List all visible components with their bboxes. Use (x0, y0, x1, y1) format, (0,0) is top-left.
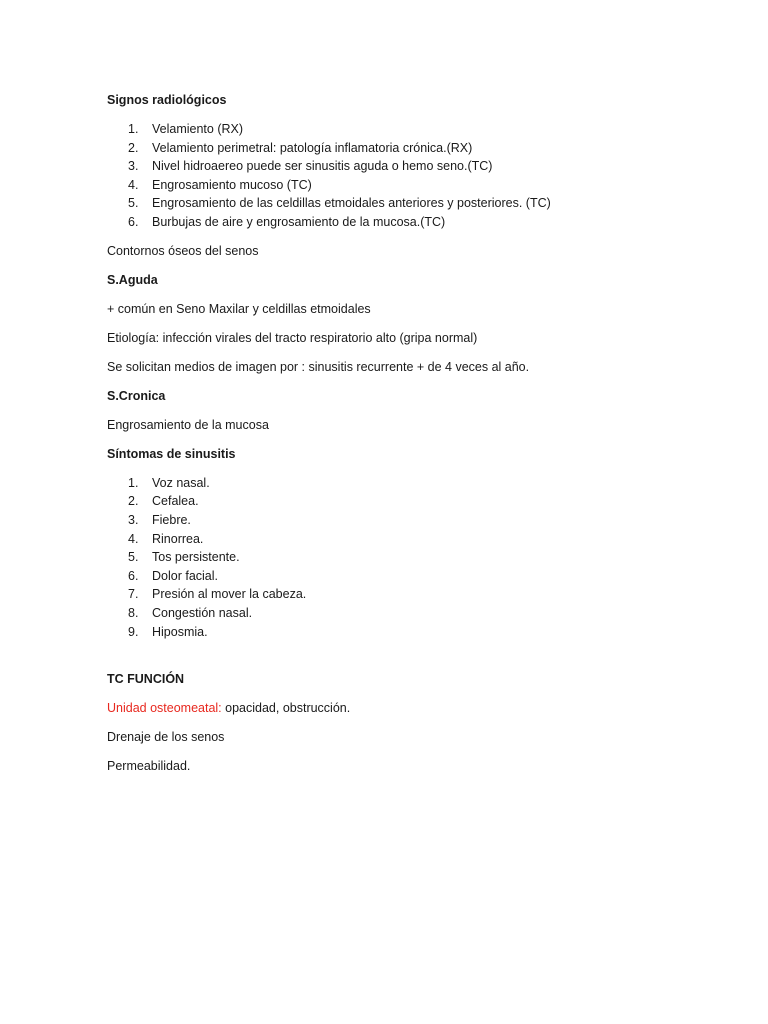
heading-sintomas: Síntomas de sinusitis (107, 446, 236, 461)
list-item-text: Dolor facial. (152, 568, 218, 583)
paragraph-drenaje: Drenaje de los senos (107, 730, 225, 745)
list-number: 1. (128, 121, 139, 136)
list-item-text: Cefalea. (152, 494, 199, 509)
list-number: 2. (128, 494, 139, 509)
list-item (107, 157, 707, 176)
list-number: 5. (128, 196, 139, 211)
list-item-text: Presión al mover la cabeza. (152, 587, 307, 602)
list-number: 1. (128, 475, 139, 490)
list-number: 7. (128, 587, 139, 602)
signos-list (107, 120, 707, 232)
list-item (107, 176, 707, 195)
list-item-text: Tos persistente. (152, 550, 240, 565)
list-item-text: Hiposmia. (152, 624, 208, 639)
list-number: 5. (128, 550, 139, 565)
list-item-text: Engrosamiento de las celdillas etmoidales anteriores y posteriores. (TC) (152, 196, 551, 211)
list-item (107, 120, 707, 139)
paragraph-contornos: Contornos óseos del senos (107, 243, 259, 258)
list-item-text: Rinorrea. (152, 531, 204, 546)
paragraph-aguda-comun: + común en Seno Maxilar y celdillas etmoidales (107, 301, 371, 316)
list-item (107, 511, 707, 530)
list-item-text: Velamiento (RX) (152, 121, 244, 136)
list-number: 4. (128, 531, 139, 546)
paragraph-aguda-imagen: Se solicitan medios de imagen por : sinusitis recurrente + de 4 veces al año. (107, 359, 530, 374)
list-number: 3. (128, 513, 139, 527)
list-item (107, 139, 707, 158)
sintomas-list (107, 474, 707, 641)
list-number: 4. (128, 177, 139, 192)
paragraph-unidad-osteomeatal (107, 699, 707, 718)
heading-s-aguda: S.Aguda (107, 272, 158, 287)
list-number: 6. (128, 568, 139, 583)
list-item (107, 567, 707, 586)
highlight-label: Unidad osteomeatal: (107, 701, 222, 716)
list-number: 8. (128, 605, 139, 620)
list-item-text: Fiebre. (152, 513, 191, 527)
list-item (107, 194, 707, 213)
heading-s-cronica: S.Cronica (107, 388, 166, 403)
paragraph-permeabilidad: Permeabilidad. (107, 759, 191, 774)
heading-tc-funcion: TC FUNCIÓN (107, 672, 185, 687)
list-item (107, 213, 707, 232)
list-number: 9. (128, 624, 139, 639)
list-item-text: Voz nasal. (152, 475, 210, 490)
heading-signos-radiologicos: Signos radiológicos (107, 93, 227, 107)
paragraph-text: opacidad, obstrucción. (221, 701, 351, 716)
list-item (107, 548, 707, 567)
list-item-text: Nivel hidroaereo puede ser sinusitis aguda o hemo seno.(TC) (152, 159, 493, 174)
list-number: 3. (128, 159, 139, 174)
list-item (107, 474, 707, 493)
document-page (107, 91, 707, 776)
paragraph-aguda-etiologia: Etiología: infección virales del tracto respiratorio alto (gripa normal) (107, 330, 478, 345)
list-item (107, 604, 707, 623)
list-item-text: Velamiento perimetral: patología inflamatoria crónica.(RX) (152, 140, 473, 155)
list-number: 2. (128, 140, 139, 155)
list-item-text: Congestión nasal. (152, 605, 253, 620)
list-item-text: Engrosamiento mucoso (TC) (152, 177, 312, 192)
list-item (107, 492, 707, 511)
paragraph-cronica: Engrosamiento de la mucosa (107, 417, 269, 432)
list-item (107, 623, 707, 642)
list-number: 6. (128, 214, 139, 229)
list-item (107, 530, 707, 549)
list-item-text: Burbujas de aire y engrosamiento de la mucosa.(TC) (152, 214, 446, 229)
list-item (107, 585, 707, 604)
